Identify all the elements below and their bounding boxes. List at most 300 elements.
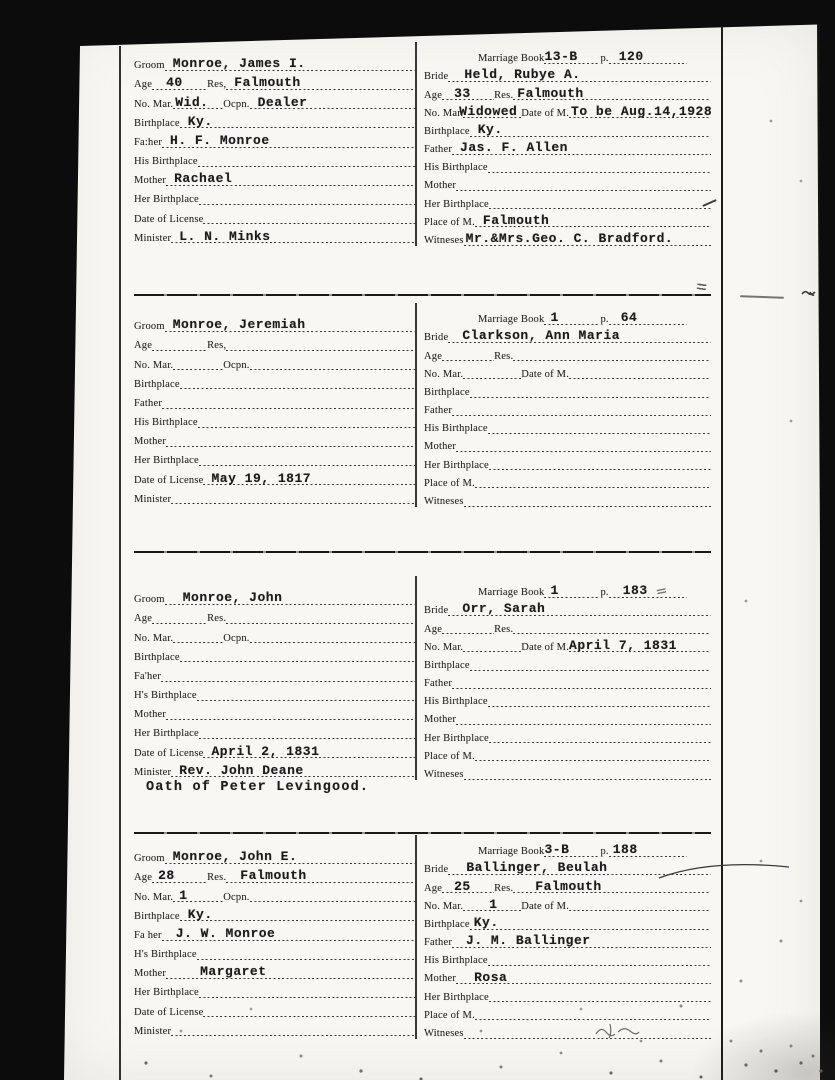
field-value: 28 — [158, 868, 175, 884]
dotted-rule — [475, 214, 711, 228]
field-value: Jas. F. Allen — [460, 140, 568, 156]
dotted-rule — [162, 395, 415, 409]
form-row — [134, 586, 415, 605]
form-row — [134, 110, 415, 129]
form-row — [134, 167, 415, 186]
dotted-rule — [203, 472, 415, 486]
form-row — [424, 362, 711, 380]
form-row — [134, 701, 415, 720]
page-border-left — [119, 46, 121, 1080]
form-row — [134, 999, 415, 1018]
field-label: H's Birthplace — [134, 949, 197, 961]
field-label: Witneses — [424, 496, 464, 508]
field-value: Ky. — [187, 906, 213, 922]
form-row — [424, 210, 711, 228]
field-value: Monroe, John — [182, 590, 283, 606]
field-label: Groom — [134, 594, 165, 606]
field-label: Date of License — [134, 474, 204, 486]
field-label: Birthplace — [424, 918, 470, 930]
field-label: Bride — [424, 864, 449, 876]
form-row — [424, 325, 711, 343]
field-value: Ballinger, Beulah — [466, 860, 608, 876]
field-label: Res. — [207, 613, 227, 625]
form-row — [134, 960, 415, 979]
form-row — [134, 371, 415, 390]
form-row — [424, 671, 711, 689]
form-row — [134, 941, 415, 960]
dust-speckles — [0, 0, 2, 2]
dotted-rule — [226, 610, 415, 624]
field-label: Res. — [494, 89, 514, 101]
dotted-rule — [456, 439, 711, 453]
dotted-rule — [569, 898, 711, 912]
field-label: Father — [424, 144, 453, 156]
dotted-rule — [162, 134, 415, 148]
dotted-rule — [463, 366, 521, 380]
field-label: p. — [600, 314, 609, 326]
field-label: Minister — [134, 766, 172, 778]
field-label: Father — [424, 405, 453, 417]
dotted-rule — [470, 384, 711, 398]
field-label: Birthplace — [424, 386, 470, 398]
dotted-rule — [470, 916, 711, 930]
groom-column — [134, 303, 415, 507]
dotted-rule — [488, 420, 711, 434]
form-row — [134, 206, 415, 225]
dotted-rule — [609, 584, 687, 598]
field-label: Bride — [424, 332, 449, 344]
dotted-rule — [489, 196, 711, 210]
form-row — [134, 52, 415, 71]
form-row — [424, 598, 711, 616]
form-row — [134, 663, 415, 682]
field-value: Held, Rubye A. — [464, 67, 581, 83]
form-row — [134, 148, 415, 167]
field-label: No. Mar. — [134, 891, 174, 903]
dotted-rule — [180, 649, 415, 663]
column-divider — [415, 303, 417, 507]
field-label: Birthplace — [424, 125, 470, 137]
field-label: His Birthplace — [424, 696, 488, 708]
field-label: Age — [424, 882, 443, 894]
dotted-rule — [166, 433, 415, 447]
field-value: Clarkson, Ann Maria — [462, 328, 621, 344]
form-row — [134, 864, 415, 883]
dotted-rule — [609, 311, 687, 325]
dotted-rule — [199, 985, 415, 999]
field-label: Her Birthplace — [424, 732, 489, 744]
field-label: H's Birthplace — [134, 690, 197, 702]
form-row — [134, 447, 415, 466]
dotted-rule — [171, 230, 415, 244]
field-label: Date of License — [134, 213, 204, 225]
field-label: Ocpn. — [223, 359, 250, 371]
field-label: Mother — [424, 180, 457, 192]
field-value: Orr, Sarah — [462, 601, 546, 617]
field-label: Age — [424, 623, 443, 635]
field-label: No. Mar. — [424, 641, 464, 653]
dotted-rule — [569, 366, 711, 380]
form-row — [134, 740, 415, 759]
dotted-rule — [442, 880, 494, 894]
dotted-rule — [161, 668, 415, 682]
field-label: Age — [134, 79, 153, 91]
field-value: L. N. Minks — [179, 228, 271, 244]
field-label: His Birthplace — [424, 423, 488, 435]
dotted-rule — [173, 630, 223, 644]
dotted-rule — [203, 1004, 415, 1018]
form-row — [424, 912, 711, 930]
dotted-rule — [180, 908, 415, 922]
field-label: Witneses — [424, 1028, 464, 1040]
dotted-rule — [203, 211, 415, 225]
field-value: To be Aug.14,1928 — [571, 103, 713, 119]
field-value: J. W. Monroe — [175, 925, 276, 941]
field-label: Minister — [134, 493, 172, 505]
pen-smudge-mark — [592, 1020, 642, 1042]
field-label: Fa:her — [134, 136, 163, 148]
dotted-rule — [166, 965, 415, 979]
field-value: Margaret — [200, 964, 267, 980]
dotted-rule — [448, 329, 711, 343]
field-label: Res, — [207, 79, 227, 91]
form-row — [424, 380, 711, 398]
form-row — [134, 759, 415, 778]
field-label: No. Mar. — [134, 359, 174, 371]
field-label: Groom — [134, 853, 165, 865]
dotted-rule — [475, 1007, 711, 1021]
form-row — [134, 90, 415, 109]
form-row — [424, 726, 711, 744]
field-label: Birthplace — [134, 651, 180, 663]
field-label: Minister — [134, 232, 172, 244]
dotted-rule — [489, 989, 711, 1003]
form-row — [424, 101, 711, 119]
field-label: Her Birthplace — [424, 459, 489, 471]
field-value: Widowed — [459, 103, 518, 119]
field-label: Ocpn. — [223, 632, 250, 644]
field-label: Minister — [134, 1025, 172, 1037]
field-value: Falmouth — [240, 868, 307, 884]
page-border-right — [721, 26, 723, 1080]
dotted-rule — [165, 57, 415, 71]
field-value: 33 — [454, 85, 471, 101]
marriage-book-row — [424, 580, 711, 598]
dotted-rule — [459, 103, 521, 119]
dotted-rule — [152, 76, 207, 90]
record-separator — [134, 551, 711, 553]
form-row — [424, 228, 711, 246]
form-row — [134, 605, 415, 624]
dotted-rule — [197, 687, 415, 701]
field-label: Groom — [134, 60, 165, 72]
field-label: No. Mar. — [424, 900, 464, 912]
form-row — [424, 471, 711, 489]
field-value: J. M. Ballinger — [466, 933, 591, 949]
dotted-rule — [171, 764, 415, 778]
dotted-rule — [250, 630, 415, 644]
field-label: Father — [424, 678, 453, 690]
oath-note: Oath of Peter Levingood. — [146, 780, 370, 795]
field-label: Mother — [424, 714, 457, 726]
form-row — [424, 948, 711, 966]
form-row — [134, 129, 415, 148]
dotted-rule — [488, 159, 711, 173]
dotted-rule — [166, 172, 415, 186]
form-row — [424, 416, 711, 434]
dotted-rule — [165, 591, 415, 605]
field-label: Birthplace — [424, 659, 470, 671]
dotted-rule — [180, 376, 415, 390]
form-row — [424, 343, 711, 361]
field-label: Fa'her — [134, 670, 161, 682]
form-row — [424, 1003, 711, 1021]
dotted-rule — [226, 869, 415, 883]
field-label: Her Birthplace — [134, 455, 199, 467]
field-label: Age — [424, 350, 443, 362]
form-row — [424, 453, 711, 471]
dotted-rule — [162, 927, 415, 941]
dotted-rule — [513, 880, 711, 894]
field-value: 1 — [550, 583, 559, 599]
dotted-rule — [513, 621, 711, 635]
field-value: 1 — [550, 310, 559, 326]
dotted-rule — [442, 621, 494, 635]
form-row — [134, 467, 415, 486]
field-label: p. — [600, 53, 609, 65]
field-label: Res. — [494, 882, 514, 894]
dotted-rule — [456, 712, 711, 726]
dotted-rule — [203, 745, 415, 759]
dotted-rule — [513, 348, 711, 362]
field-value: 13-B — [544, 49, 578, 65]
dotted-rule — [475, 748, 711, 762]
field-label: Bride — [424, 71, 449, 83]
form-row — [424, 192, 711, 210]
field-value: 40 — [166, 75, 183, 91]
pen-hash-mark — [697, 283, 707, 291]
form-row — [424, 653, 711, 671]
field-label: Marriage Book — [478, 846, 545, 858]
form-row — [134, 624, 415, 643]
dotted-rule — [470, 657, 711, 671]
dotted-rule — [199, 192, 415, 206]
dotted-rule — [569, 639, 711, 653]
dotted-rule — [452, 934, 711, 948]
form-row — [134, 71, 415, 90]
form-row — [424, 434, 711, 452]
form-row — [134, 644, 415, 663]
dotted-rule — [452, 402, 711, 416]
form-row — [424, 707, 711, 725]
field-label: Her Birthplace — [424, 198, 489, 210]
field-value: Ky. — [473, 914, 499, 930]
field-value: Ky. — [187, 113, 213, 129]
field-label: Mother — [134, 968, 167, 980]
dotted-rule — [463, 639, 521, 653]
field-label: Mother — [424, 441, 457, 453]
dotted-rule — [226, 76, 415, 90]
dotted-rule — [152, 337, 207, 351]
field-label: Place of M. — [424, 477, 475, 489]
field-value: 120 — [618, 49, 644, 65]
form-row — [134, 390, 415, 409]
record-card — [134, 835, 711, 1039]
field-label: Date of M. — [521, 641, 570, 653]
field-value: H. F. Monroe — [170, 132, 270, 148]
field-label: His Birthplace — [424, 162, 488, 174]
form-row — [424, 64, 711, 82]
form-row — [134, 486, 415, 505]
field-value: Rev. John Deane — [179, 762, 304, 778]
form-row — [424, 82, 711, 100]
field-value: Falmouth — [234, 75, 301, 91]
form-row — [134, 186, 415, 205]
dotted-rule — [226, 337, 415, 351]
field-label: Fa her — [134, 929, 162, 941]
dotted-rule — [197, 946, 415, 960]
form-row — [424, 137, 711, 155]
field-label: p. — [600, 587, 609, 599]
field-value: Rosa — [474, 969, 508, 985]
field-label: Mother — [134, 175, 167, 187]
form-row — [424, 930, 711, 948]
dotted-rule — [180, 115, 415, 129]
dotted-rule — [456, 178, 711, 192]
form-row — [424, 1021, 711, 1039]
field-value: 1 — [179, 887, 188, 903]
dotted-rule — [165, 850, 415, 864]
dotted-rule — [452, 141, 711, 155]
field-label: Her Birthplace — [134, 728, 199, 740]
dotted-rule — [442, 348, 494, 362]
dotted-rule — [171, 491, 415, 505]
dotted-rule — [569, 105, 711, 119]
dotted-rule — [489, 457, 711, 471]
dotted-rule — [464, 493, 711, 507]
form-row — [424, 762, 711, 780]
dotted-rule — [489, 730, 711, 744]
field-label: His Birthplace — [134, 156, 198, 168]
field-label: Date of M. — [521, 900, 570, 912]
groom-column — [134, 576, 415, 780]
dotted-rule — [513, 87, 711, 101]
field-value: Rachael — [174, 171, 233, 187]
form-row — [424, 616, 711, 634]
field-label: Marriage Book — [478, 314, 545, 326]
field-label: Age — [424, 89, 443, 101]
field-label: No. Mar. — [424, 368, 464, 380]
field-value: Dealer — [257, 94, 308, 110]
field-value: Falmouth — [517, 85, 584, 101]
pen-curve-mark — [655, 855, 795, 881]
dotted-rule — [152, 610, 207, 624]
field-label: Ocpn. — [223, 891, 250, 903]
field-value: April 7, 1831 — [569, 637, 677, 653]
dotted-rule — [198, 414, 415, 428]
dotted-rule — [544, 584, 600, 598]
field-value: 3-B — [544, 842, 570, 858]
field-value: Monroe, James I. — [172, 56, 306, 72]
column-divider — [415, 835, 417, 1039]
field-label: No. Mar. — [134, 632, 174, 644]
form-row — [134, 332, 415, 351]
form-row — [134, 409, 415, 428]
field-label: No. Mar. — [134, 98, 174, 110]
field-label: Birthplace — [134, 910, 180, 922]
field-label: Groom — [134, 321, 165, 333]
form-row — [424, 744, 711, 762]
dotted-rule — [173, 96, 223, 110]
form-row — [424, 985, 711, 1003]
field-value: 188 — [612, 842, 638, 858]
dotted-rule — [171, 1023, 415, 1037]
field-label: Mother — [424, 973, 457, 985]
field-value: 183 — [622, 583, 648, 599]
form-row — [424, 119, 711, 137]
form-row — [424, 173, 711, 191]
bride-column — [417, 303, 711, 507]
field-label: Her Birthplace — [134, 987, 199, 999]
dotted-rule — [609, 50, 687, 64]
form-row — [134, 225, 415, 244]
form-row — [134, 1018, 415, 1037]
dotted-rule — [452, 675, 711, 689]
field-label: Bride — [424, 605, 449, 617]
field-label: Marriage Book — [478, 587, 545, 599]
groom-column — [134, 42, 415, 246]
field-label: His Birthplace — [424, 955, 488, 967]
ink-blob-mark — [801, 288, 817, 298]
field-label: Res. — [207, 872, 227, 884]
dotted-rule — [250, 96, 415, 110]
field-label: Res. — [494, 350, 514, 362]
form-row — [134, 903, 415, 922]
marriage-book-row — [424, 46, 711, 64]
field-label: Age — [134, 613, 153, 625]
dotted-rule — [199, 726, 415, 740]
dotted-rule — [166, 706, 415, 720]
form-row — [424, 894, 711, 912]
bride-column — [417, 42, 711, 246]
field-label: Ocpn. — [223, 98, 250, 110]
dotted-rule — [464, 232, 711, 246]
column-divider — [415, 42, 417, 246]
field-label: Mother — [134, 709, 167, 721]
form-row — [134, 883, 415, 902]
dotted-rule — [475, 475, 711, 489]
field-value: Wid. — [175, 94, 209, 110]
record-separator — [134, 294, 711, 296]
field-value: April 2, 1831 — [211, 743, 320, 759]
form-row — [424, 966, 711, 984]
field-label: Her Birthplace — [424, 991, 489, 1003]
field-label: Father — [424, 937, 453, 949]
dotted-rule — [173, 889, 223, 903]
record-card — [134, 303, 711, 507]
dotted-rule — [152, 869, 207, 883]
dotted-rule — [464, 1025, 711, 1039]
form-row — [134, 922, 415, 941]
field-value: 64 — [620, 310, 638, 326]
form-row — [134, 979, 415, 998]
form-row — [134, 313, 415, 332]
field-value: Falmouth — [535, 878, 602, 894]
dotted-rule — [448, 68, 711, 82]
field-label: Date of M. — [521, 368, 570, 380]
bride-column — [417, 576, 711, 780]
field-label: Date of License — [134, 1006, 204, 1018]
